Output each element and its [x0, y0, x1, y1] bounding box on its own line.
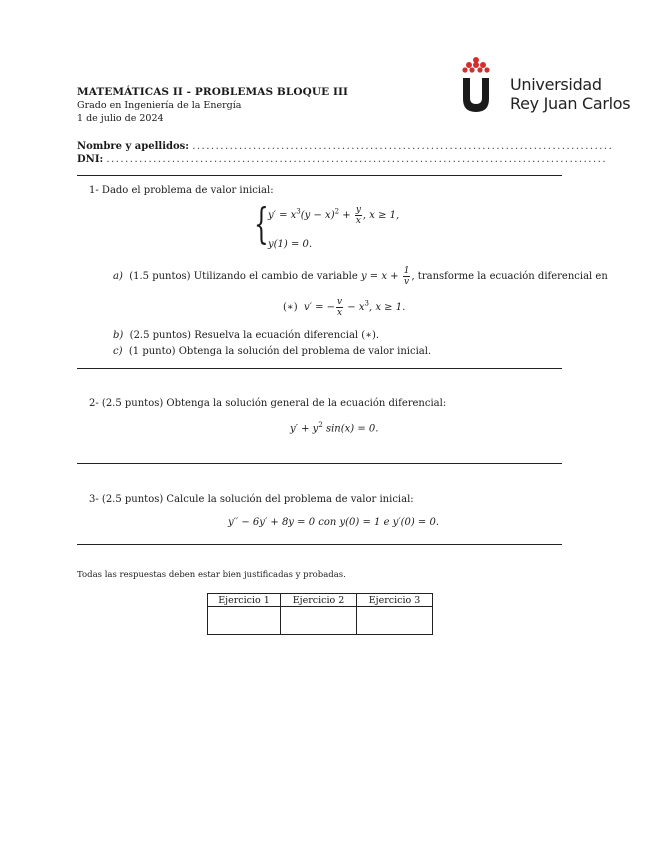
dni-field[interactable]	[77, 154, 607, 165]
problem1-part-c: c) (1 punto) Obtenga la solución del problema de valor inicial.	[113, 346, 432, 357]
justification-note: Todas las respuestas deben estar bien justificadas y probadas.	[77, 570, 346, 580]
dni-dotted-line: ...........................................................................................................	[106, 154, 607, 165]
dni-label: DNI:	[77, 154, 104, 165]
problem1-equation: $y' = x^3(y - x)^2$ + $\frac{y}{x}$ , x ≥ 1,	[268, 205, 400, 226]
problem1-part-a: a) (1.5 puntos) Utilizando el cambio de variable y = x + $\frac{1}{v}$ , transforme la ecuación diferencial en	[113, 266, 608, 287]
name-label: Nombre y apellidos:	[77, 141, 190, 152]
name-dotted-line: ..........................................................................................	[192, 141, 614, 152]
table-header-cell: Ejercicio 3	[357, 594, 433, 607]
problem1-part-b: b) (2.5 puntos) Resuelva la ecuación diferencial (∗).	[113, 330, 380, 341]
grade-cell-3[interactable]	[357, 607, 433, 635]
divider	[77, 463, 562, 464]
exam-date: 1 de julio de 2024	[77, 113, 164, 124]
problem2-equation: $y' + y^2$ sin(x) = 0.	[290, 421, 379, 435]
transformed-equation: (∗) v′ = − $\frac{v}{x}$ − $x^3$, x ≥ 1.	[283, 297, 406, 318]
divider	[77, 368, 562, 369]
grade-cell-2[interactable]	[281, 607, 357, 635]
exam-title: MATEMÁTICAS II - PROBLEMAS BLOQUE III	[77, 86, 349, 98]
divider	[77, 175, 562, 176]
problem3-equation: y′′ − 6y′ + 8y = 0 con y(0) = 1 e y′(0) = 0.	[228, 517, 440, 528]
degree-name: Grado en Ingeniería de la Energía	[77, 100, 242, 111]
university-logo	[460, 55, 635, 115]
problem2-intro: 2- (2.5 puntos) Obtenga la solución general de la ecuación diferencial:	[89, 398, 447, 409]
grades-table	[207, 593, 433, 635]
table-header-cell: Ejercicio 2	[281, 594, 357, 607]
divider	[77, 544, 562, 545]
university-name-line1: Universidad	[510, 75, 602, 94]
problem3-intro: 3- (2.5 puntos) Calcule la solución del problema de valor inicial:	[89, 494, 414, 505]
university-logo-icon	[460, 55, 500, 115]
problem1-intro: 1- Dado el problema de valor inicial:	[89, 185, 274, 196]
system-brace: {	[254, 199, 269, 248]
table-header-cell: Ejercicio 1	[208, 594, 281, 607]
problem1-initial-condition: y(1) = 0.	[268, 239, 313, 250]
grade-cell-1[interactable]	[208, 607, 281, 635]
university-name-line2: Rey Juan Carlos	[510, 94, 631, 113]
name-field[interactable]	[77, 141, 614, 152]
